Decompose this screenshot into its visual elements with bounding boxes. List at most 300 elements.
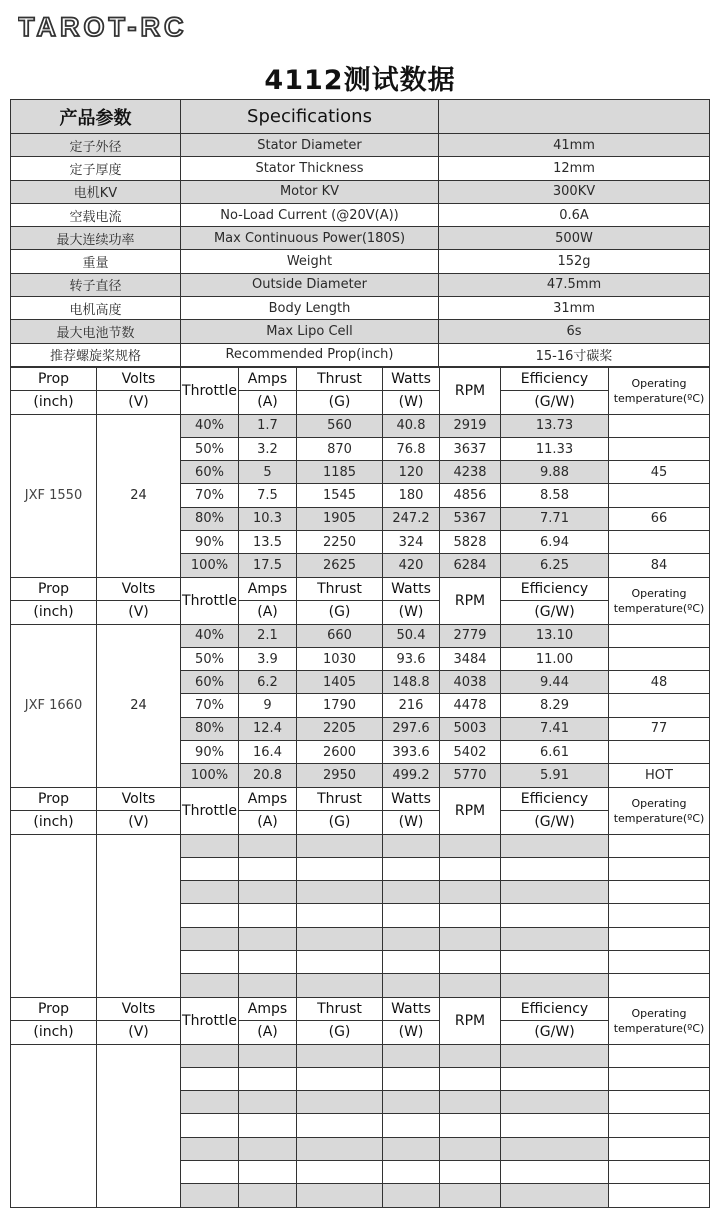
throttle-value [181,857,239,880]
volts-value: 24 [97,624,181,787]
throttle-value: 70% [181,484,239,507]
amps-value [239,857,297,880]
spec-row [11,273,710,296]
spec-row [11,227,710,250]
amps-value: 13.5 [239,531,297,554]
spec-en: Max Lipo Cell [181,320,439,343]
amps-value: 16.4 [239,741,297,764]
efficiency-value [501,1114,609,1137]
efficiency-value [501,1044,609,1067]
throttle-value [181,1091,239,1114]
watts-value: 76.8 [383,437,440,460]
thrust-value [297,1161,383,1184]
efficiency-value [501,1137,609,1160]
rpm-value: 5367 [440,507,501,530]
spec-row [11,180,710,203]
rpm-value [440,974,501,997]
thrust-value [297,834,383,857]
amps-value: 17.5 [239,554,297,577]
rpm-value: 3484 [440,647,501,670]
spec-row [11,203,710,226]
spec-en: No-Load Current (@20V(A)) [181,203,439,226]
watts-value [383,1184,440,1207]
prop-header: Prop [11,788,97,811]
spec-cn: 定子外径 [11,134,181,157]
spec-header-cn: 产品参数 [11,100,181,134]
rpm-value: 5770 [440,764,501,787]
efficiency-value: 6.25 [501,554,609,577]
amps-unit: (A) [239,391,297,414]
volts-header: Volts [97,368,181,391]
operating-temp-value [609,694,710,717]
amps-value [239,1091,297,1114]
thrust-value [297,904,383,927]
operating-temp-header: Operating temperature(ºC) [609,998,710,1045]
rpm-value: 4856 [440,484,501,507]
efficiency-value [501,1067,609,1090]
throttle-value: 60% [181,671,239,694]
thrust-value [297,1184,383,1207]
rpm-value [440,881,501,904]
amps-header: Amps [239,998,297,1021]
watts-value [383,1137,440,1160]
thrust-header: Thrust [297,578,383,601]
throttle-value [181,904,239,927]
thrust-value: 1790 [297,694,383,717]
efficiency-unit: (G/W) [501,601,609,624]
rpm-header: RPM [440,998,501,1045]
amps-value: 3.9 [239,647,297,670]
watts-header: Watts [383,578,440,601]
watts-value [383,951,440,974]
efficiency-value: 9.44 [501,671,609,694]
efficiency-unit: (G/W) [501,811,609,834]
throttle-value: 100% [181,764,239,787]
thrust-value [297,1137,383,1160]
volts-value [97,1044,181,1207]
spec-en: Recommended Prop(inch) [181,343,439,366]
efficiency-value [501,974,609,997]
thrust-value [297,927,383,950]
throttle-value [181,974,239,997]
operating-temp-value [609,531,710,554]
throttle-value [181,1137,239,1160]
thrust-unit: (G) [297,391,383,414]
operating-temp-value [609,834,710,857]
rpm-value: 5003 [440,717,501,740]
throttle-header: Throttle [181,578,239,625]
operating-temp-header: Operating temperature(ºC) [609,368,710,415]
spec-value: 31mm [439,297,710,320]
spec-row [11,250,710,273]
operating-temp-value [609,414,710,437]
thrust-value [297,1067,383,1090]
throttle-value: 50% [181,437,239,460]
amps-value: 1.7 [239,414,297,437]
operating-temp-value [609,741,710,764]
efficiency-value: 5.91 [501,764,609,787]
thrust-unit: (G) [297,601,383,624]
perf-data-row [11,624,710,647]
thrust-value [297,1044,383,1067]
spec-value: 41mm [439,134,710,157]
perf-header-row [11,788,710,811]
rpm-value: 2779 [440,624,501,647]
volts-unit: (V) [97,601,181,624]
perf-unit-row [11,1021,710,1044]
watts-value: 93.6 [383,647,440,670]
watts-header: Watts [383,788,440,811]
amps-value [239,974,297,997]
operating-temp-value [609,437,710,460]
watts-value: 40.8 [383,414,440,437]
perf-header-row [11,998,710,1021]
watts-value: 420 [383,554,440,577]
spec-value: 15-16寸碳桨 [439,343,710,366]
thrust-value: 1405 [297,671,383,694]
operating-temp-value [609,1114,710,1137]
thrust-value: 1185 [297,461,383,484]
thrust-value: 2205 [297,717,383,740]
throttle-value [181,1114,239,1137]
amps-value [239,904,297,927]
perf-table [10,577,710,788]
amps-header: Amps [239,788,297,811]
perf-header-row [11,368,710,391]
amps-value: 10.3 [239,507,297,530]
thrust-value [297,1114,383,1137]
spec-en: Max Continuous Power(180S) [181,227,439,250]
efficiency-value [501,834,609,857]
rpm-value: 4238 [440,461,501,484]
spec-value: 300KV [439,180,710,203]
amps-value: 3.2 [239,437,297,460]
spec-cn: 电机KV [11,180,181,203]
watts-value: 297.6 [383,717,440,740]
operating-temp-value: 77 [609,717,710,740]
amps-header: Amps [239,578,297,601]
throttle-value: 90% [181,741,239,764]
throttle-value: 50% [181,647,239,670]
watts-value: 247.2 [383,507,440,530]
thrust-value: 1905 [297,507,383,530]
spec-header-value [439,100,710,134]
spec-cn: 最大连续功率 [11,227,181,250]
throttle-value: 40% [181,624,239,647]
thrust-value [297,951,383,974]
efficiency-value [501,951,609,974]
throttle-value: 90% [181,531,239,554]
operating-temp-value: 66 [609,507,710,530]
efficiency-value: 8.58 [501,484,609,507]
rpm-value [440,904,501,927]
watts-value [383,927,440,950]
amps-value [239,927,297,950]
thrust-value [297,857,383,880]
amps-value [239,1114,297,1137]
efficiency-value [501,1091,609,1114]
rpm-value [440,1137,501,1160]
rpm-header: RPM [440,788,501,835]
spec-cn: 电机高度 [11,297,181,320]
spec-row [11,343,710,366]
operating-temp-header: Operating temperature(ºC) [609,788,710,835]
prop-unit: (inch) [11,811,97,834]
prop-value [11,1044,97,1207]
rpm-value [440,951,501,974]
throttle-value [181,1184,239,1207]
rpm-value: 4478 [440,694,501,717]
throttle-value [181,951,239,974]
efficiency-value [501,1184,609,1207]
efficiency-value: 7.41 [501,717,609,740]
throttle-value [181,927,239,950]
throttle-value [181,834,239,857]
rpm-value: 5828 [440,531,501,554]
amps-unit: (A) [239,811,297,834]
throttle-value: 100% [181,554,239,577]
thrust-value: 560 [297,414,383,437]
perf-table [10,787,710,998]
watts-header: Watts [383,368,440,391]
rpm-value: 3637 [440,437,501,460]
prop-unit: (inch) [11,601,97,624]
throttle-header: Throttle [181,368,239,415]
spec-cn: 定子厚度 [11,157,181,180]
spec-value: 47.5mm [439,273,710,296]
thrust-value: 660 [297,624,383,647]
thrust-header: Thrust [297,788,383,811]
thrust-header: Thrust [297,998,383,1021]
thrust-value: 2950 [297,764,383,787]
perf-unit-row [11,391,710,414]
rpm-value [440,834,501,857]
perf-data-row [11,1044,710,1067]
spec-value: 152g [439,250,710,273]
amps-value [239,1137,297,1160]
efficiency-header: Efficiency [501,788,609,811]
amps-value: 2.1 [239,624,297,647]
volts-value [97,834,181,997]
watts-value: 324 [383,531,440,554]
amps-value: 9 [239,694,297,717]
watts-value [383,1161,440,1184]
operating-temp-value [609,484,710,507]
watts-value: 50.4 [383,624,440,647]
watts-value: 216 [383,694,440,717]
rpm-value [440,1091,501,1114]
prop-header: Prop [11,578,97,601]
amps-value: 6.2 [239,671,297,694]
throttle-value [181,1161,239,1184]
spec-row [11,134,710,157]
operating-temp-value [609,1137,710,1160]
prop-header: Prop [11,998,97,1021]
watts-value [383,974,440,997]
watts-value [383,857,440,880]
spec-en: Body Length [181,297,439,320]
brand-logo-text: TAROT-RC [18,12,188,42]
throttle-value [181,1044,239,1067]
rpm-value [440,1044,501,1067]
perf-header-row [11,578,710,601]
amps-unit: (A) [239,601,297,624]
watts-value: 393.6 [383,741,440,764]
perf-unit-row [11,601,710,624]
amps-value: 20.8 [239,764,297,787]
thrust-unit: (G) [297,1021,383,1044]
volts-header: Volts [97,998,181,1021]
thrust-value [297,1091,383,1114]
spec-cn: 重量 [11,250,181,273]
watts-unit: (W) [383,1021,440,1044]
spec-value: 0.6A [439,203,710,226]
volts-unit: (V) [97,1021,181,1044]
spec-en: Weight [181,250,439,273]
volts-unit: (V) [97,811,181,834]
amps-value: 5 [239,461,297,484]
throttle-value [181,881,239,904]
spec-cn: 空载电流 [11,203,181,226]
volts-value: 24 [97,414,181,577]
thrust-value [297,974,383,997]
prop-header: Prop [11,368,97,391]
efficiency-value [501,904,609,927]
spec-en: Motor KV [181,180,439,203]
prop-value [11,834,97,997]
perf-table [10,367,710,578]
spec-row [11,320,710,343]
rpm-header: RPM [440,578,501,625]
spec-en: Stator Thickness [181,157,439,180]
operating-temp-value [609,1067,710,1090]
perf-data-row [11,834,710,857]
efficiency-unit: (G/W) [501,391,609,414]
watts-unit: (W) [383,391,440,414]
watts-value: 120 [383,461,440,484]
spec-header-en: Specifications [181,100,439,134]
operating-temp-value [609,927,710,950]
spec-cn: 最大电池节数 [11,320,181,343]
operating-temp-value [609,1184,710,1207]
operating-temp-value: HOT [609,764,710,787]
spec-table [10,99,710,367]
rpm-value [440,927,501,950]
amps-value [239,1044,297,1067]
brand-logo [18,8,278,46]
watts-value: 499.2 [383,764,440,787]
amps-value: 12.4 [239,717,297,740]
watts-value [383,904,440,927]
watts-value [383,834,440,857]
thrust-value: 1545 [297,484,383,507]
rpm-value: 5402 [440,741,501,764]
thrust-value [297,881,383,904]
thrust-value: 2600 [297,741,383,764]
throttle-header: Throttle [181,998,239,1045]
spec-en: Outside Diameter [181,273,439,296]
efficiency-value: 6.94 [501,531,609,554]
operating-temp-value [609,857,710,880]
watts-value [383,1067,440,1090]
operating-temp-value [609,951,710,974]
efficiency-value [501,857,609,880]
thrust-value: 2250 [297,531,383,554]
amps-header: Amps [239,368,297,391]
prop-value: JXF 1660 [11,624,97,787]
spec-value: 500W [439,227,710,250]
operating-temp-value [609,974,710,997]
watts-value [383,881,440,904]
spec-row [11,157,710,180]
amps-value [239,1161,297,1184]
perf-table [10,997,710,1208]
thrust-value: 1030 [297,647,383,670]
amps-unit: (A) [239,1021,297,1044]
operating-temp-value [609,904,710,927]
efficiency-value: 13.10 [501,624,609,647]
throttle-value: 80% [181,717,239,740]
operating-temp-value [609,647,710,670]
throttle-value: 60% [181,461,239,484]
watts-value [383,1044,440,1067]
efficiency-value [501,881,609,904]
operating-temp-value: 45 [609,461,710,484]
efficiency-value: 13.73 [501,414,609,437]
rpm-value: 4038 [440,671,501,694]
throttle-header: Throttle [181,788,239,835]
rpm-value [440,1067,501,1090]
spec-en: Stator Diameter [181,134,439,157]
spec-cn: 推荐螺旋桨规格 [11,343,181,366]
perf-unit-row [11,811,710,834]
amps-value [239,881,297,904]
watts-value: 180 [383,484,440,507]
efficiency-unit: (G/W) [501,1021,609,1044]
watts-unit: (W) [383,811,440,834]
operating-temp-header: Operating temperature(ºC) [609,578,710,625]
efficiency-value: 11.00 [501,647,609,670]
prop-unit: (inch) [11,391,97,414]
amps-value: 7.5 [239,484,297,507]
operating-temp-value [609,1091,710,1114]
rpm-value [440,1161,501,1184]
operating-temp-value [609,1044,710,1067]
efficiency-value: 8.29 [501,694,609,717]
amps-value [239,834,297,857]
watts-value [383,1091,440,1114]
throttle-value: 40% [181,414,239,437]
spec-header-row [11,100,710,134]
efficiency-header: Efficiency [501,998,609,1021]
watts-value: 148.8 [383,671,440,694]
amps-value [239,1067,297,1090]
efficiency-value [501,1161,609,1184]
efficiency-value: 7.71 [501,507,609,530]
volts-header: Volts [97,788,181,811]
page-title: 4112测试数据 [264,65,456,96]
volts-unit: (V) [97,391,181,414]
operating-temp-value [609,1161,710,1184]
rpm-value: 6284 [440,554,501,577]
efficiency-value: 6.61 [501,741,609,764]
thrust-value: 870 [297,437,383,460]
volts-header: Volts [97,578,181,601]
prop-value: JXF 1550 [11,414,97,577]
spec-value: 12mm [439,157,710,180]
thrust-unit: (G) [297,811,383,834]
watts-value [383,1114,440,1137]
